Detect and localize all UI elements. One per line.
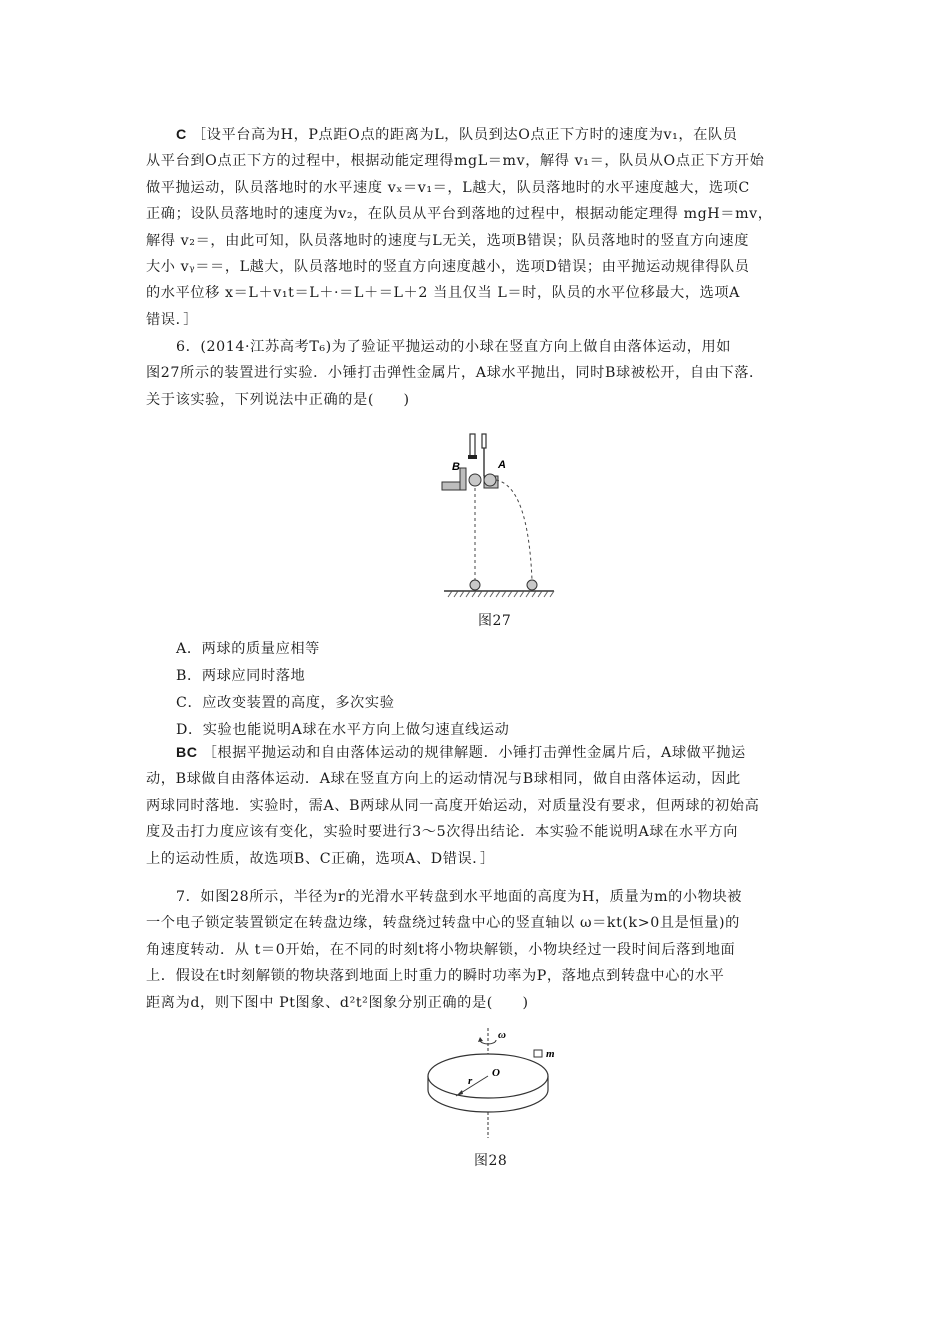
answer-6-line-5: 上的运动性质，故选项B、C正确，选项A、D错误．］ (146, 850, 495, 867)
answer-5-line-5: 解得 v₂＝，由此可知，队员落地时的速度与L无关，选项B错误；队员落地时的竖直方向速度 (146, 232, 749, 249)
answer-6-line-3: 两球同时落地．实验时，需A、B两球从同一高度开始运动，对质量没有要求，但两球的初始高 (146, 797, 760, 814)
answer-5-line-2: 从平台到O点正下方的过程中，根据动能定理得mgL＝mv，解得 v₁＝，队员从O点正下方开始 (146, 153, 765, 170)
answer-6-line-4: 度及击打力度应该有变化，实验时要进行3～5次得出结论．本实验不能说明A球在水平方向 (146, 824, 739, 841)
question-7-line-3: 角速度转动．从 t＝0开始，在不同的时刻t将小物块解锁，小物块经过一段时间后落到地面 (146, 941, 736, 958)
answer-6-letter: BC (176, 745, 198, 761)
question-7-line-5: 距离为d，则下图中 Pt图象、d²t²图象分别正确的是( ) (146, 994, 529, 1011)
question-6-stem (146, 334, 806, 413)
question-6-option-a: A．两球的质量应相等 (176, 641, 320, 657)
question-6-line-2: 图27所示的装置进行实验．小锤打击弹性金属片，A球水平抛出，同时B球被松开，自由下落． (146, 365, 764, 382)
question-6-option-d: D．实验也能说明A球在水平方向上做匀速直线运动 (176, 722, 510, 738)
figure-28-turntable (422, 1024, 562, 1142)
question-6-option-b: B．两球应同时落地 (176, 668, 306, 684)
figure-27-apparatus (430, 428, 560, 606)
answer-5-line-6: 大小 vᵧ＝＝，L越大，队员落地时的竖直方向速度越小，选项D错误；由平抛运动规律得队员 (146, 259, 750, 276)
answer-5-line-7: 的水平位移 x＝L＋v₁t＝L＋·＝L＋＝L＋2 当且仅当 L＝时，队员的水平位移最大，选项A (146, 285, 741, 302)
answer-6-line-2: 动，B球做自由落体运动．A球在竖直方向上的运动情况与B球相同，做自由落体运动，因此 (146, 771, 741, 788)
answer-5-line-1: C ［设平台高为H，P点距O点的距离为L，队员到达O点正下方时的速度为v₁，在队员 (176, 127, 738, 143)
figure-28-label-r: r (468, 1075, 473, 1087)
answer-5-line-3: 做平抛运动，队员落地时的水平速度 vₓ＝v₁＝，L越大，队员落地时的水平速度越大，选项C (146, 179, 750, 196)
question-6-line-3: 关于该实验，下列说法中正确的是( ) (146, 391, 410, 408)
figure-28-label-o: O (492, 1067, 500, 1079)
question-7-stem (146, 884, 806, 1016)
question-7-line-4: 上．假设在t时刻解锁的物块落到地面上时重力的瞬时功率为P，落地点到转盘中心的水平 (146, 968, 725, 985)
figure-28-caption: 图28 (474, 1153, 508, 1169)
figure-27-label-a: A (498, 459, 506, 471)
answer-6-explanation (146, 740, 806, 872)
figure-28-label-omega: ω (498, 1029, 506, 1041)
question-6-option-c: C．应改变装置的高度，多次实验 (176, 695, 395, 711)
figure-27-caption: 图27 (478, 613, 512, 629)
question-7-line-2: 一个电子锁定装置锁定在转盘边缘，转盘绕过转盘中心的竖直轴以 ω＝kt(k>0且是恒量)的 (146, 915, 740, 932)
answer-6-line-1: BC ［根据平抛运动和自由落体运动的规律解题．小锤打击弹性金属片后，A球做平抛运 (176, 745, 746, 761)
answer-5-letter: C (176, 127, 187, 143)
figure-28-label-m: m (546, 1048, 555, 1060)
question-6-line-1: 6．(2014·江苏高考T₆)为了验证平抛运动的小球在竖直方向上做自由落体运动，用如 (176, 339, 732, 355)
answer-5-explanation (146, 122, 806, 333)
figure-27-label-b: B (452, 461, 460, 473)
answer-5-line-8: 错误．］ (146, 311, 199, 328)
answer-5-line-4: 正确；设队员落地时的速度为v₂，在队员从平台到落地的过程中，根据动能定理得 mgH＝mv， (146, 206, 773, 223)
question-7-line-1: 7．如图28所示，半径为r的光滑水平转盘到水平地面的高度为H，质量为m的小物块被 (176, 889, 743, 905)
